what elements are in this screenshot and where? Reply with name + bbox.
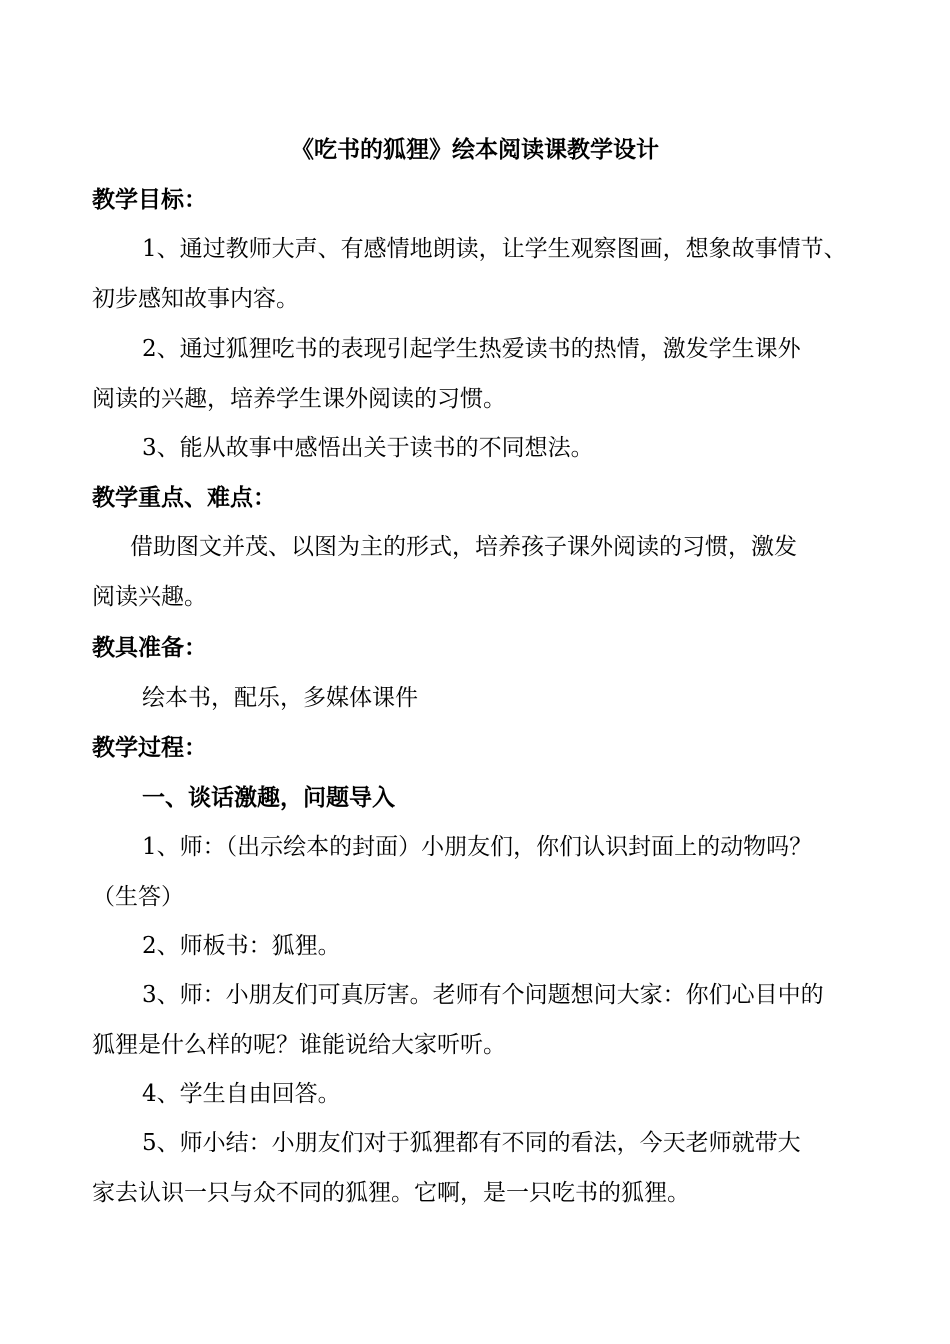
objective-item-1-line1: 1、通过教师大声、有感情地朗读，让学生观察图画，想象故事情节、 [142,236,847,262]
process-step-1-line2: （生答） [92,884,184,910]
objective-item-2 [92,324,862,424]
process-step-5 [92,1118,862,1218]
process-step-3-line2: 狐狸是什么样的呢？谁能说给大家听听。 [92,1032,506,1058]
key-points-line2: 阅读兴趣。 [92,584,207,610]
process-step-4: 4、学生自由回答。 [142,1081,341,1107]
objectives-heading: 教学目标： [92,186,207,213]
objective-item-1-line2: 初步感知故事内容。 [92,286,299,312]
materials-text: 绘本书，配乐，多媒体课件 [142,685,418,711]
process-step-2: 2、师板书：狐狸。 [142,933,341,959]
objective-item-2-line2: 阅读的兴趣，培养学生课外阅读的习惯。 [92,386,506,412]
materials-heading: 教具准备： [92,634,207,661]
process-step-5-line1: 5、师小结：小朋友们对于狐狸都有不同的看法，今天老师就带大 [142,1130,801,1156]
section-1-heading: 一、谈话激趣，问题导入 [142,784,395,811]
process-step-3 [92,970,862,1070]
process-step-5-line2: 家去认识一只与众不同的狐狸。它啊，是一只吃书的狐狸。 [92,1180,690,1206]
process-heading: 教学过程： [92,734,207,761]
key-points-line1: 借助图文并茂、以图为主的形式，培养孩子课外阅读的习惯，激发 [130,534,797,560]
key-points-heading: 教学重点、难点： [92,484,276,511]
objective-item-2-line1: 2、通过狐狸吃书的表现引起学生热爱读书的热情，激发学生课外 [142,336,801,362]
process-step-3-line1: 3、师：小朋友们可真厉害。老师有个问题想问大家：你们心目中的 [142,982,824,1008]
process-step-1-line1: 1、师：（出示绘本的封面）小朋友们，你们认识封面上的动物吗？ [142,834,813,860]
process-step-1 [92,822,862,922]
document-title: 《吃书的狐狸》绘本阅读课教学设计 [291,136,659,163]
key-points-paragraph [92,522,862,622]
objective-item-1 [92,224,862,324]
objective-item-3: 3、能从故事中感悟出关于读书的不同想法。 [142,435,594,461]
